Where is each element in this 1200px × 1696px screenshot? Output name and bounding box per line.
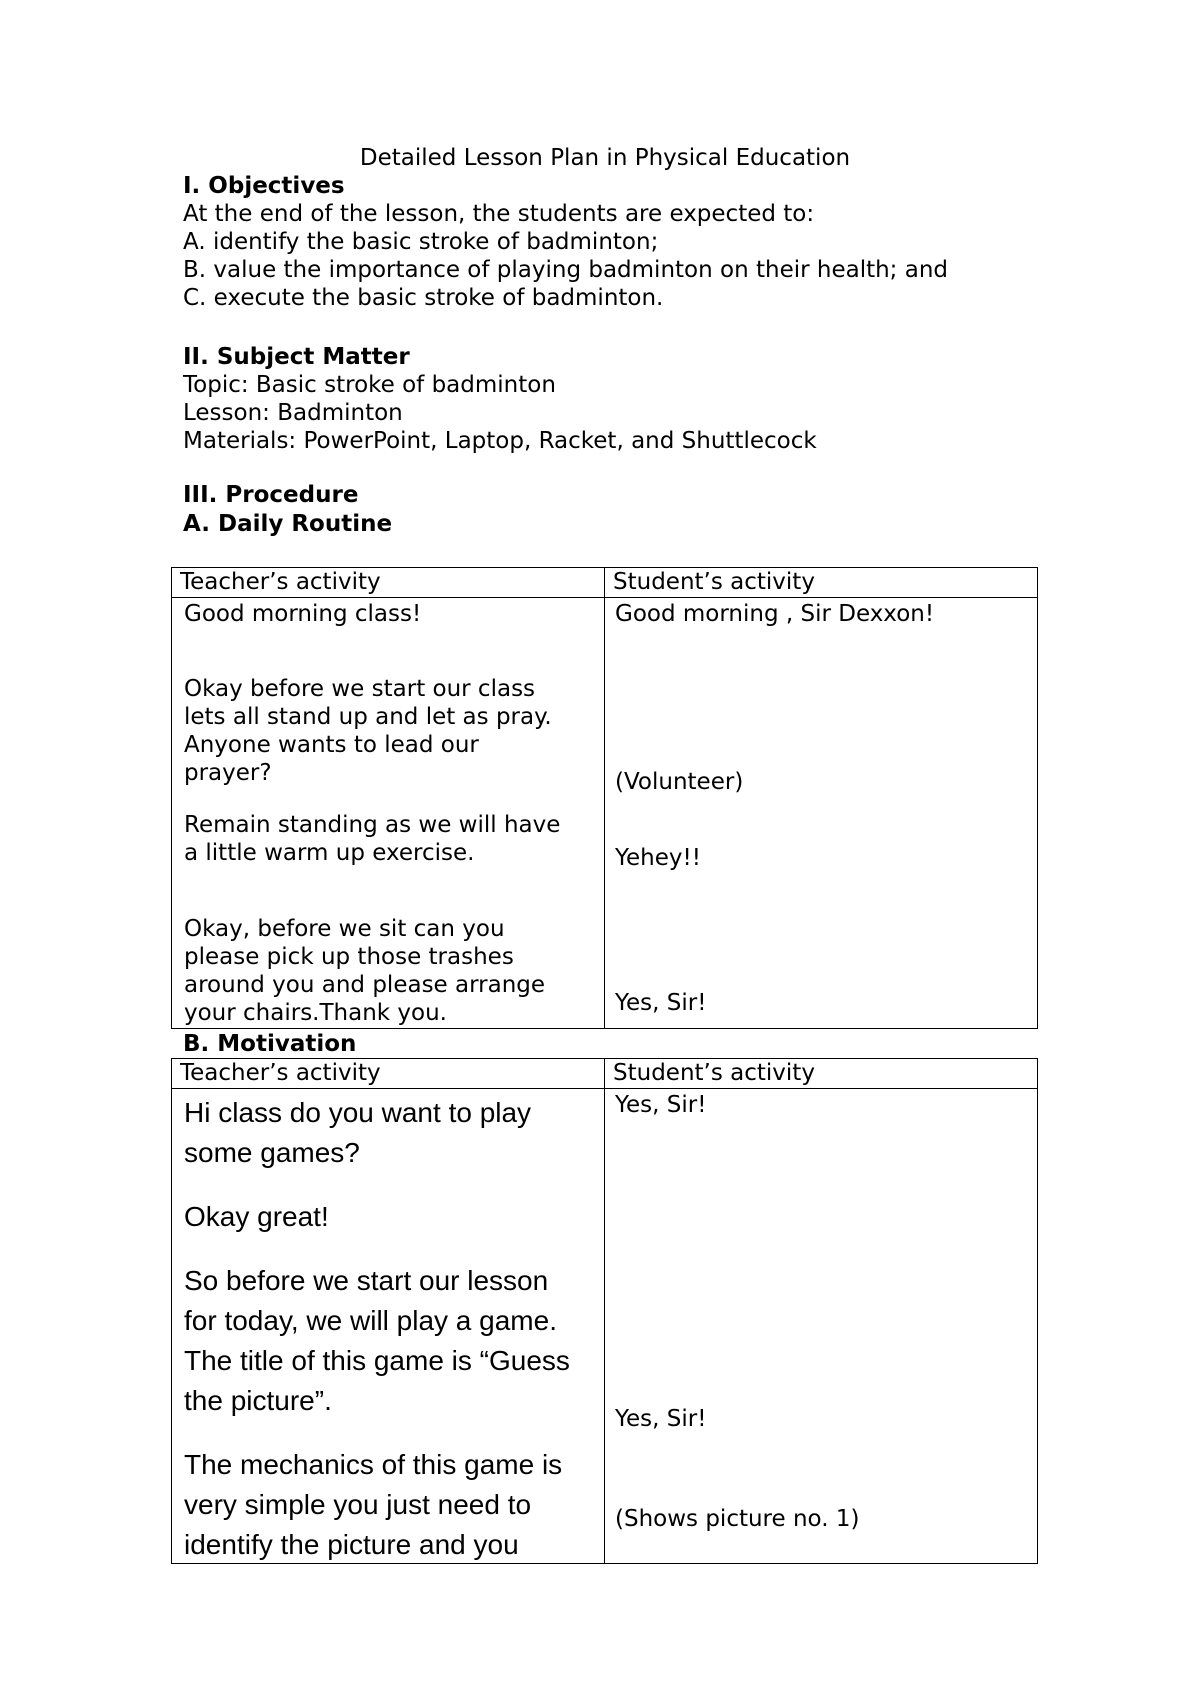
objective-item: B. value the importance of playing badminton on their health; and <box>183 257 949 283</box>
student-line: (Volunteer) <box>615 769 744 795</box>
teacher-line: Okay, before we sit can you <box>184 916 505 942</box>
teacher-line: Okay great! <box>184 1201 329 1232</box>
student-line: Yes, Sir! <box>615 1092 707 1118</box>
student-activity-cell <box>605 1089 1038 1564</box>
objective-item: C. execute the basic stroke of badminton. <box>183 285 664 311</box>
teacher-line: a little warm up exercise. <box>184 840 475 866</box>
teacher-line: around you and please arrange <box>184 972 546 998</box>
teacher-line: your chairs.Thank you. <box>184 1000 447 1026</box>
objectives-intro: At the end of the lesson, the students are expected to: <box>183 201 815 227</box>
teacher-activity-header: Teacher’s activity <box>172 568 605 598</box>
teacher-line: prayer? <box>184 760 272 786</box>
procedure-heading: III. Procedure <box>183 482 359 508</box>
teacher-activity-cell <box>172 1089 605 1564</box>
teacher-line: Okay before we start our class <box>184 676 536 702</box>
subject-topic: Topic: Basic stroke of badminton <box>183 372 556 398</box>
objectives-heading: I. Objectives <box>183 173 345 199</box>
teacher-line: Remain standing as we will have <box>184 812 561 838</box>
student-line: Yes, Sir! <box>615 990 707 1016</box>
document-title: Detailed Lesson Plan in Physical Education <box>359 145 851 171</box>
teacher-line: Hi class do you want to play <box>184 1097 532 1128</box>
teacher-line: very simple you just need to <box>184 1489 532 1520</box>
teacher-line: The mechanics of this game is <box>184 1449 563 1480</box>
student-line: Yehey!! <box>615 845 701 871</box>
motivation-table <box>171 1058 1038 1564</box>
daily-routine-table <box>171 567 1038 1029</box>
subject-matter-heading: II. Subject Matter <box>183 344 410 370</box>
teacher-line: Anyone wants to lead our <box>184 732 479 758</box>
student-activity-header: Student’s activity <box>605 1059 1038 1089</box>
teacher-line: lets all stand up and let as pray. <box>184 704 552 730</box>
subject-materials: Materials: PowerPoint, Laptop, Racket, and Shuttlecock <box>183 428 817 454</box>
teacher-activity-header: Teacher’s activity <box>172 1059 605 1089</box>
teacher-line: the picture”. <box>184 1385 332 1416</box>
motivation-heading: B. Motivation <box>183 1031 357 1057</box>
objective-item: A. identify the basic stroke of badminton; <box>183 229 659 255</box>
subject-lesson: Lesson: Badminton <box>183 400 403 426</box>
student-line: (Shows picture no. 1) <box>615 1506 860 1532</box>
teacher-line: identify the picture and you <box>184 1529 519 1560</box>
teacher-line: for today, we will play a game. <box>184 1305 557 1336</box>
teacher-line: The title of this game is “Guess <box>184 1345 570 1376</box>
student-activity-header: Student’s activity <box>605 568 1038 598</box>
teacher-line: some games? <box>184 1137 360 1168</box>
student-activity-cell <box>605 598 1038 1029</box>
daily-routine-heading: A. Daily Routine <box>183 511 393 537</box>
teacher-line: So before we start our lesson <box>184 1265 549 1296</box>
student-line: Good morning , Sir Dexxon! <box>615 601 935 627</box>
teacher-line: Good morning class! <box>184 601 422 627</box>
student-line: Yes, Sir! <box>615 1406 707 1432</box>
teacher-activity-cell <box>172 598 605 1029</box>
teacher-line: please pick up those trashes <box>184 944 514 970</box>
